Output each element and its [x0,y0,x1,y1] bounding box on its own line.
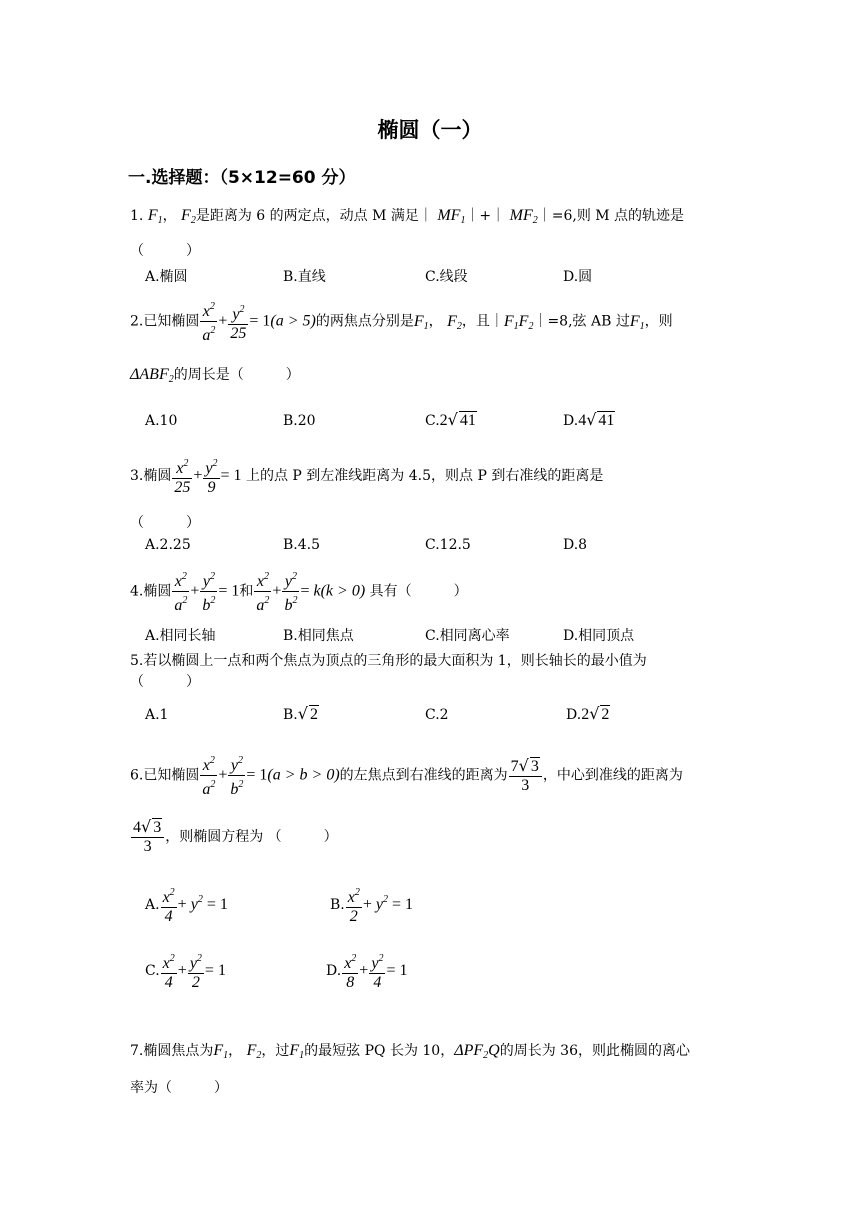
question-6: 6.已知椭圆 $\frac{x^2}{a^2}$ + $\frac{y^2}{b^2}$ = 1(a > b > 0)的左焦点到右准线的距离为 $\frac{7√ 3}{3}$ ，中心到准线的距离为 [130,752,732,799]
option-b: B.4.5 [283,537,321,553]
question-3-paren: （ ） [130,515,200,531]
option-b: B.相同焦点 [283,628,354,644]
option-a: A.10 [145,413,178,429]
question-6-line2: $\frac{4√ 3}{3}$ ，则椭圆方程为 （ ） [133,817,338,855]
question-5: 5.若以椭圆上一点和两个焦点为顶点的三角形的最大面积为 1，则长轴长的最小值为 [130,653,647,669]
option-b: B.√ 2 [283,704,318,723]
question-3-options [0,537,860,557]
question-5-options [0,704,860,728]
question-2-options [0,410,860,434]
question-7-line2: 率为（ ） [130,1080,228,1096]
option-d: D.4√ 41 [563,410,615,429]
question-1-paren: （ ） [130,243,200,259]
question-6-options-row1 [0,884,860,928]
option-a: A.相同长轴 [145,628,216,644]
section-heading: 一.选择题：（5×12=60 分） [128,168,356,188]
question-4: 4.椭圆 $\frac{x^2}{a^2}$ + $\frac{y^2}{b^2}$ = 1和 $\frac{x^2}{a^2}$ + $\frac{y^2}{b^2}$ = k(k > 0) 具有（ ） [130,568,732,615]
option-a: A.椭圆 [145,269,188,285]
option-c: C. $\frac{x^2}{4}$ + $\frac{y^2}{2}$ = 1 [145,950,226,992]
question-6-options-row2 [0,950,860,994]
option-a: A.1 [145,707,169,723]
question-5-paren: （ ） [130,674,200,690]
option-b: B.20 [283,413,316,429]
question-3: 3.椭圆 $\frac{x^2}{25}$ + $\frac{y^2}{9}$ = 1 上的点 P 到左准线距离为 4.5，则点 P 到右准线的距离是 [130,455,732,497]
question-4-options [0,625,860,645]
page-title: 椭圆（一） [377,118,483,142]
question-7: 7.椭圆焦点为$F_1$， $F_2$，过$F_1$的最短弦 PQ 长为 10，$\Delta PF_2Q$的周长为 36，则此椭圆的离心 [130,1042,690,1061]
option-a: A. $\frac{x^2}{4}$ + $y^2 = 1$ [145,884,228,926]
option-b: B. $\frac{x^2}{2}$ + $y^2 = 1$ [330,884,413,926]
question-1-options [0,266,860,286]
option-d: D.圆 [563,269,593,285]
option-c: C.线段 [425,269,468,285]
question-1: 1. $F_1$， $F_2$是距离为 6 的两定点，动点 M 满足｜ $MF_1|+|$ $MF_2|=6$,则 M 点的轨迹是 [130,207,685,226]
question-2-line2: $\Delta ABF_2$的周长是（ ） [130,366,300,385]
question-2: 2.已知椭圆 $\frac{x^2}{a^2}$ + $\frac{y^2}{25}$ = 1(a > 5)的两焦点分别是$F_1$， $F_2$，且$|F_1F_2|=8$,弦 AB 过$F_1$，则 [130,298,732,345]
option-c: C.12.5 [425,537,471,553]
option-a: A.2.25 [145,537,191,553]
option-d: D.2√ 2 [566,704,610,723]
option-c: C.相同离心率 [425,628,510,644]
option-b: B.直线 [283,269,326,285]
option-c: C.2 [425,707,449,723]
option-c: C.2√ 41 [425,410,476,429]
option-d: D. $\frac{x^2}{8}$ + $\frac{y^2}{4}$ = 1 [326,950,407,992]
option-d: D.8 [563,537,588,553]
option-d: D.相同顶点 [563,628,635,644]
